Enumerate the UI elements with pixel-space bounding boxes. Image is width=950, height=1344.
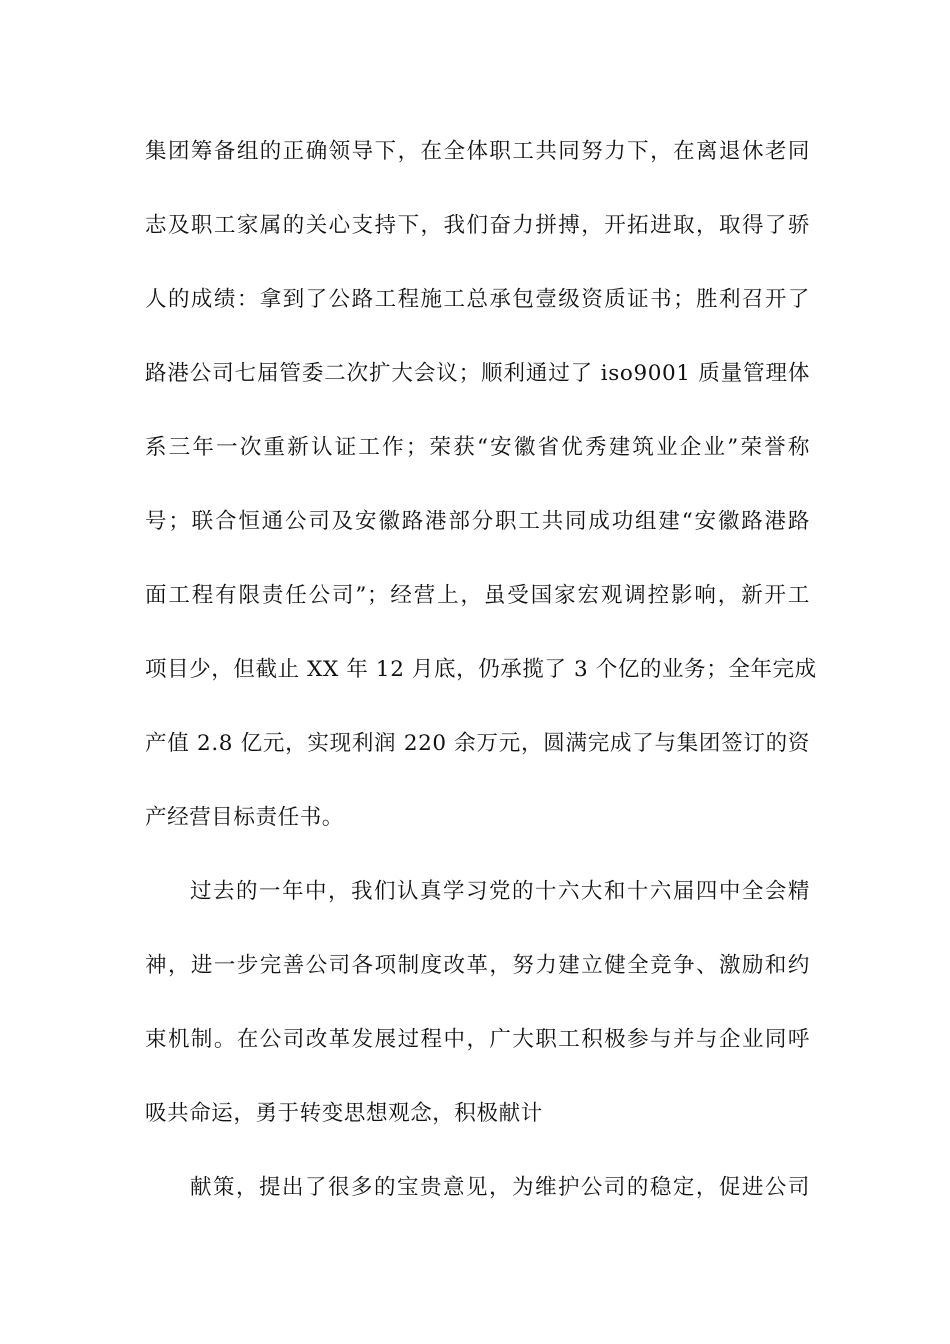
paragraph-line: 过去的一年中，我们认真学习党的十六大和十六届四中全会精 — [190, 879, 810, 904]
paragraph-line: 束机制。在公司改革发展过程中，广大职工积极参与并与企业同呼 — [145, 1027, 810, 1052]
paragraph-line: 系三年一次重新认证工作；荣获“安徽省优秀建筑业企业”荣誉称 — [145, 435, 810, 460]
paragraph-line: 献策，提出了很多的宝贵意见，为维护公司的稳定，促进公司 — [190, 1175, 810, 1200]
paragraph-line: 产经营目标责任书。 — [145, 805, 344, 830]
paragraph-line: 吸共命运，勇于转变思想观念，积极献计 — [145, 1101, 543, 1126]
paragraph-line: 面工程有限责任公司”；经营上，虽受国家宏观调控影响，新开工 — [145, 583, 810, 608]
paragraph-line: 志及职工家属的关心支持下，我们奋力拼搏，开拓进取，取得了骄 — [145, 213, 810, 238]
paragraph-line: 集团筹备组的正确领导下，在全体职工共同努力下，在离退休老同 — [145, 139, 810, 164]
paragraph-line: 产值 2.8 亿元，实现利润 220 余万元，圆满完成了与集团签订的资 — [145, 731, 810, 756]
paragraph-line: 号；联合恒通公司及安徽路港部分职工共同成功组建“安徽路港路 — [145, 509, 810, 534]
paragraph-line: 人的成绩：拿到了公路工程施工总承包壹级资质证书；胜利召开了 — [145, 287, 810, 312]
paragraph-line: 路港公司七届管委二次扩大会议；顺利通过了 iso9001 质量管理体 — [145, 361, 810, 386]
paragraph-line: 项目少，但截止 XX 年 12 月底，仍承揽了 3 个亿的业务；全年完成 — [145, 657, 817, 682]
paragraph-line: 神，进一步完善公司各项制度改革，努力建立健全竞争、激励和约 — [145, 953, 810, 978]
